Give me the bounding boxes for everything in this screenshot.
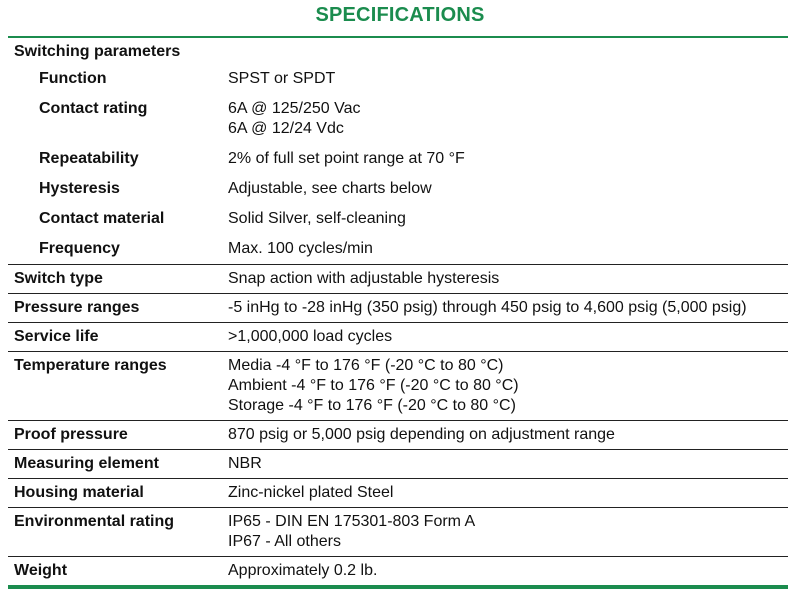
spec-value-line: 870 psig or 5,000 psig depending on adjustment range: [228, 426, 615, 443]
spec-value-line: IP65 - DIN EN 175301-803 Form A: [228, 513, 476, 530]
spec-value-line: NBR: [228, 455, 262, 472]
page-title: SPECIFICATIONS: [315, 4, 485, 26]
spec-value-line: Storage -4 °F to 176 °F (-20 °C to 80 °C): [228, 397, 516, 414]
spec-label: Frequency: [39, 240, 120, 257]
spec-subrow-contact-material: [8, 204, 788, 234]
spec-value-line: Approximately 0.2 lb.: [228, 562, 378, 579]
spec-subrow-repeatability: [8, 144, 788, 174]
spec-row-environmental-rating: [8, 508, 788, 557]
spec-subrow-function: [8, 64, 788, 94]
spec-value: [224, 561, 788, 581]
spec-row-weight: [8, 557, 788, 589]
spec-label: Temperature ranges: [14, 357, 167, 374]
spec-value-line: Adjustable, see charts below: [228, 180, 432, 197]
spec-label: Function: [39, 70, 107, 87]
spec-row-switching-parameters: [8, 38, 788, 64]
spec-value-line: 2% of full set point range at 70 °F: [228, 150, 465, 167]
spec-label: Service life: [14, 328, 99, 345]
spec-value: [224, 356, 788, 416]
spec-value: [224, 454, 788, 474]
spec-value-line: Media -4 °F to 176 °F (-20 °C to 80 °C): [228, 357, 504, 374]
spec-value: [224, 298, 788, 318]
spec-value-line: Ambient -4 °F to 176 °F (-20 °C to 80 °C): [228, 377, 519, 394]
spec-value-line: SPST or SPDT: [228, 70, 336, 87]
spec-value: [224, 269, 788, 289]
spec-row-temperature-ranges: [8, 352, 788, 421]
spec-label: Weight: [14, 562, 68, 579]
spec-label: Proof pressure: [14, 426, 128, 443]
spec-label: Contact rating: [39, 100, 148, 117]
specifications-table: [8, 36, 788, 589]
spec-row-proof-pressure: [8, 421, 788, 450]
spec-subrow-frequency: [8, 234, 788, 265]
spec-value-line: Solid Silver, self-cleaning: [228, 210, 406, 227]
spec-subrow-hysteresis: [8, 174, 788, 204]
spec-value: [224, 149, 788, 169]
spec-label: Pressure ranges: [14, 299, 140, 316]
spec-label: Repeatability: [39, 150, 139, 167]
spec-value: [224, 179, 788, 199]
spec-value: [224, 512, 788, 552]
spec-row-pressure-ranges: [8, 294, 788, 323]
spec-label: Measuring element: [14, 455, 159, 472]
spec-value: [224, 239, 788, 259]
spec-row-measuring-element: [8, 450, 788, 479]
spec-value: [224, 425, 788, 445]
spec-value-line: 6A @ 12/24 Vdc: [228, 120, 344, 137]
spec-value-line: Zinc-nickel plated Steel: [228, 484, 394, 501]
spec-value-line: Max. 100 cycles/min: [228, 240, 373, 257]
spec-row-switch-type: [8, 265, 788, 294]
spec-label: Hysteresis: [39, 180, 120, 197]
spec-value-line: 6A @ 125/250 Vac: [228, 100, 361, 117]
spec-label: Switching parameters: [14, 43, 181, 60]
spec-label: Contact material: [39, 210, 165, 227]
spec-row-service-life: [8, 323, 788, 352]
spec-value: [224, 99, 788, 139]
spec-value-line: -5 inHg to -28 inHg (350 psig) through 450 psig to 4,600 psig (5,000 psig): [228, 299, 747, 316]
spec-value: [224, 483, 788, 503]
spec-row-housing-material: [8, 479, 788, 508]
spec-subrow-contact-rating: [8, 94, 788, 144]
spec-value: [224, 69, 788, 89]
spec-label: Housing material: [14, 484, 144, 501]
spec-value-line: >1,000,000 load cycles: [228, 328, 393, 345]
spec-label: Environmental rating: [14, 513, 175, 530]
spec-value-line: IP67 - All others: [228, 533, 341, 550]
spec-value: [224, 209, 788, 229]
spec-value-line: Snap action with adjustable hysteresis: [228, 270, 500, 287]
spec-label: Switch type: [14, 270, 103, 287]
spec-value: [224, 327, 788, 347]
